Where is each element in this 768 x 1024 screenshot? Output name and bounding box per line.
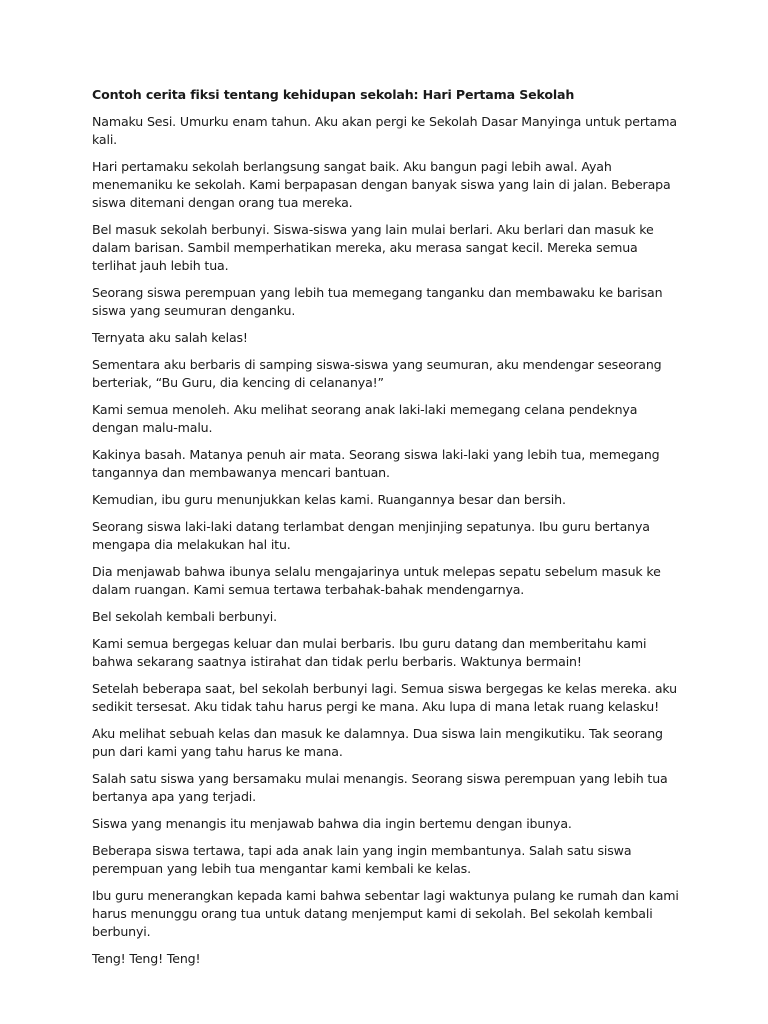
- paragraph-18: Beberapa siswa tertawa, tapi ada anak lain yang ingin membantunya. Salah satu siswa perempuan yang lebih tua mengantar kami kembali ke kelas.: [92, 843, 632, 876]
- paragraph-4: Seorang siswa perempuan yang lebih tua memegang tanganku dan membawaku ke barisan siswa yang seumuran denganku.: [92, 285, 663, 318]
- paragraph-16: Salah satu siswa yang bersamaku mulai menangis. Seorang siswa perempuan yang lebih tua bertanya apa yang terjadi.: [92, 771, 668, 804]
- paragraph-17: Siswa yang menangis itu menjawab bahwa dia ingin bertemu dengan ibunya.: [92, 816, 572, 831]
- paragraph-6: Sementara aku berbaris di samping siswa-siswa yang seumuran, aku mendengar seseorang berteriak, “Bu Guru, dia kencing di celananya!”: [92, 357, 662, 390]
- paragraph-11: Dia menjawab bahwa ibunya selalu mengajarinya untuk melepas sepatu sebelum masuk ke dalam ruangan. Kami semua tertawa terbahak-bahak mendengarnya.: [92, 564, 661, 597]
- paragraph-15: Aku melihat sebuah kelas dan masuk ke dalamnya. Dua siswa lain mengikutiku. Tak seorang pun dari kami yang tahu harus ke mana.: [92, 726, 663, 759]
- paragraph-3: Bel masuk sekolah berbunyi. Siswa-siswa yang lain mulai berlari. Aku berlari dan masuk ke dalam barisan. Sambil memperhatikan mereka, aku merasa sangat kecil. Mereka semua terlihat jauh lebih tua.: [92, 222, 654, 273]
- paragraph-20: Teng! Teng! Teng!: [92, 951, 201, 966]
- paragraph-5: Ternyata aku salah kelas!: [92, 330, 248, 345]
- paragraph-9: Kemudian, ibu guru menunjukkan kelas kami. Ruangannya besar dan bersih.: [92, 492, 566, 507]
- paragraph-10: Seorang siswa laki-laki datang terlambat dengan menjinjing sepatunya. Ibu guru bertanya mengapa dia melakukan hal itu.: [92, 519, 650, 552]
- document-title: Contoh cerita fiksi tentang kehidupan sekolah: Hari Pertama Sekolah: [92, 87, 575, 102]
- paragraph-14: Setelah beberapa saat, bel sekolah berbunyi lagi. Semua siswa bergegas ke kelas mereka. aku sedikit tersesat. Aku tidak tahu harus pergi ke mana. Aku lupa di mana letak ruang kelasku!: [92, 681, 677, 714]
- paragraph-8: Kakinya basah. Matanya penuh air mata. Seorang siswa laki-laki yang lebih tua, memegang tangannya dan membawanya mencari bantuan.: [92, 447, 660, 480]
- paragraph-1: Namaku Sesi. Umurku enam tahun. Aku akan pergi ke Sekolah Dasar Manyinga untuk pertama kali.: [92, 114, 677, 147]
- paragraph-13: Kami semua bergegas keluar dan mulai berbaris. Ibu guru datang dan memberitahu kami bahwa sekarang saatnya istirahat dan tidak perlu berbaris. Waktunya bermain!: [92, 636, 647, 669]
- document-page: [92, 86, 682, 977]
- paragraph-7: Kami semua menoleh. Aku melihat seorang anak laki-laki memegang celana pendeknya dengan malu-malu.: [92, 402, 638, 435]
- paragraph-19: Ibu guru menerangkan kepada kami bahwa sebentar lagi waktunya pulang ke rumah dan kami harus menunggu orang tua untuk datang menjemput kami di sekolah. Bel sekolah kembali berbunyi.: [92, 888, 679, 939]
- paragraph-12: Bel sekolah kembali berbunyi.: [92, 609, 278, 624]
- paragraph-2: Hari pertamaku sekolah berlangsung sangat baik. Aku bangun pagi lebih awal. Ayah menemaniku ke sekolah. Kami berpapasan dengan banyak siswa yang lain di jalan. Beberapa siswa ditemani dengan orang tua mereka.: [92, 159, 671, 210]
